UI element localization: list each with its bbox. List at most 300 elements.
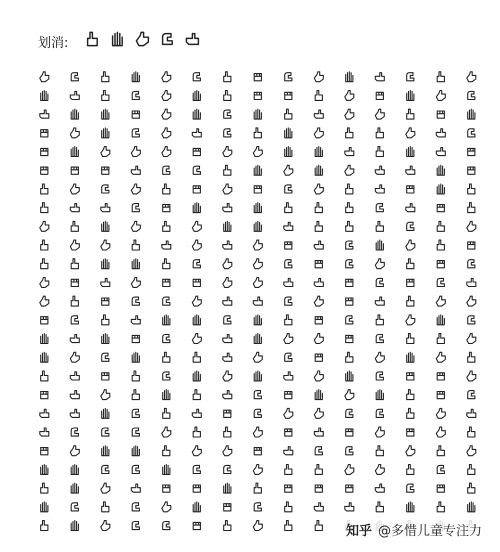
hand-open-icon [468, 502, 475, 512]
hand-point-icon [71, 221, 78, 231]
hand-curl-icon [254, 391, 261, 399]
hand-fist-icon [315, 261, 322, 268]
hand-wave-icon [406, 446, 415, 456]
hand-point-icon [224, 427, 231, 437]
hand-wave-icon [253, 259, 262, 269]
hand-point-icon [285, 521, 292, 531]
hand-fist-icon [224, 504, 231, 511]
hand-fist-icon [254, 448, 261, 455]
hand-curl-icon [285, 73, 292, 81]
hand-fist-icon [437, 111, 444, 118]
hand-curl-icon [254, 503, 261, 511]
hand-open-icon [102, 221, 109, 231]
hand-wave-icon [375, 427, 384, 437]
hand-thumb-icon [284, 278, 293, 286]
hand-thumb-icon [375, 185, 384, 193]
hand-fist-icon [193, 186, 200, 193]
hand-point-icon [407, 334, 414, 344]
hand-point-icon [346, 221, 353, 231]
hand-open-icon [437, 184, 444, 194]
hand-fist-icon [285, 392, 292, 399]
hand-wave-icon [101, 240, 110, 250]
hand-wave-icon [375, 259, 384, 269]
hand-wave-icon [223, 259, 232, 269]
hand-wave-icon [436, 296, 445, 306]
hand-open-icon [41, 465, 48, 475]
hand-wave-icon [345, 390, 354, 400]
hand-fist-icon [407, 279, 414, 286]
hand-open-icon [376, 240, 383, 250]
hand-wave-icon [70, 446, 79, 456]
hand-wave-icon [40, 278, 49, 288]
hand-wave-icon [223, 371, 232, 381]
hand-wave-icon [253, 465, 262, 475]
instruction-label: 划消: [38, 36, 69, 51]
hand-thumb-icon [284, 447, 293, 455]
hand-thumb-icon [467, 409, 476, 417]
hand-point-icon [71, 296, 78, 306]
hand-fist-icon [193, 279, 200, 286]
hand-point-icon [163, 446, 170, 456]
hand-fist-icon [315, 354, 322, 361]
hand-point-icon [315, 465, 322, 475]
hand-thumb-icon [253, 297, 262, 305]
hand-point-icon [376, 128, 383, 138]
hand-fist-icon [71, 279, 78, 286]
hand-open-icon [437, 165, 444, 175]
hand-fist-icon [224, 410, 231, 417]
hand-fist-icon [163, 205, 170, 212]
hand-fist-icon [346, 429, 353, 436]
hand-open-icon [254, 221, 261, 231]
hand-open-icon [163, 315, 170, 325]
hand-point-icon [407, 109, 414, 119]
hand-curl-icon [285, 353, 292, 361]
hand-thumb-icon [223, 297, 232, 305]
hand-wave-icon [162, 502, 171, 512]
hand-point-icon [41, 203, 48, 213]
hand-point-icon [163, 184, 170, 194]
hand-curl-icon [407, 73, 414, 81]
hand-wave-icon [436, 427, 445, 437]
hand-wave-icon [314, 72, 323, 82]
hand-curl-icon [437, 465, 444, 473]
hand-open-icon [407, 147, 414, 157]
hand-open-icon [254, 315, 261, 325]
hand-point-icon [132, 371, 139, 381]
hand-wave-icon [406, 315, 415, 325]
hand-open-icon [41, 91, 48, 101]
hand-thumb-icon [436, 148, 445, 156]
hand-open-icon [315, 165, 322, 175]
hand-point-icon [346, 352, 353, 362]
hand-thumb-icon [314, 428, 323, 436]
hand-curl-icon [193, 73, 200, 81]
hand-wave-icon [162, 91, 171, 101]
hand-wave-icon [314, 408, 323, 418]
hand-fist-icon [437, 485, 444, 492]
hand-fist-icon [163, 279, 170, 286]
hand-point-icon [285, 203, 292, 213]
hand-point-icon [376, 315, 383, 325]
hand-fist-icon [468, 148, 475, 155]
hand-thumb-icon [314, 278, 323, 286]
hand-wave-icon [131, 278, 140, 288]
hand-curl-icon [468, 316, 475, 324]
hand-curl-icon [102, 353, 109, 361]
hand-wave-icon [345, 91, 354, 101]
hand-curl-icon [285, 260, 292, 268]
hand-wave-icon [131, 184, 140, 194]
hand-fist-icon [407, 373, 414, 380]
hand-wave-icon [223, 278, 232, 288]
hand-point-icon [376, 446, 383, 456]
hand-fist-icon [285, 92, 292, 99]
brand-label: 知乎 [345, 524, 372, 539]
hand-open-icon [193, 502, 200, 512]
hand-thumb-icon [101, 278, 110, 286]
hand-wave-icon [284, 165, 293, 175]
hand-open-icon [437, 315, 444, 325]
hand-thumb-icon [223, 241, 232, 249]
hand-thumb-icon [406, 204, 415, 212]
hand-wave-icon [284, 408, 293, 418]
hand-curl-icon [132, 522, 139, 530]
hand-curl-icon [407, 222, 414, 230]
hand-fist-icon [41, 148, 48, 155]
hand-fist-icon [346, 298, 353, 305]
hand-point-icon [41, 184, 48, 194]
hand-wave-icon [436, 408, 445, 418]
hand-open-icon [254, 109, 261, 119]
hand-wave-icon [253, 352, 262, 362]
hand-fist-icon [285, 429, 292, 436]
hand-point-icon [468, 203, 475, 213]
hand-wave-icon [436, 91, 445, 101]
hand-point-icon [224, 165, 231, 175]
hand-open-icon [468, 109, 475, 119]
hand-wave-icon [467, 72, 476, 82]
hand-point-icon [407, 408, 414, 418]
hand-wave-icon [253, 240, 262, 250]
hand-open-icon [346, 72, 353, 82]
hand-wave-icon [406, 128, 415, 138]
hand-open-icon [193, 315, 200, 325]
hand-point-icon [285, 315, 292, 325]
hand-point-icon [254, 128, 261, 138]
hand-point-icon [437, 240, 444, 250]
hand-curl-icon [346, 447, 353, 455]
hand-wave-icon [467, 334, 476, 344]
hand-wave-icon [192, 334, 201, 344]
hand-wave-icon [131, 147, 140, 157]
hand-fist-icon [102, 298, 109, 305]
hand-point-icon [163, 352, 170, 362]
hand-open-icon [163, 465, 170, 475]
hand-fist-icon [193, 148, 200, 155]
hand-wave-icon [70, 184, 79, 194]
hand-point-icon [315, 203, 322, 213]
hand-open-icon [102, 334, 109, 344]
hand-wave-icon [314, 334, 323, 344]
hand-point-icon [102, 502, 109, 512]
hand-point-icon [41, 521, 48, 531]
hand-curl-icon [71, 428, 78, 436]
hand-thumb-icon [101, 204, 110, 212]
hand-point-icon [71, 259, 78, 269]
hand-wave-icon [223, 446, 232, 456]
hand-fist-icon [437, 205, 444, 212]
hand-point-icon [407, 296, 414, 306]
hand-curl-icon [132, 428, 139, 436]
hand-wave-icon [162, 109, 171, 119]
hand-fist-icon [346, 279, 353, 286]
hand-point-icon [102, 315, 109, 325]
hand-curl-icon [376, 335, 383, 343]
hand-open-icon [193, 109, 200, 119]
hand-fist-icon [41, 317, 48, 324]
hand-open-icon [71, 483, 78, 493]
hand-wave-icon [162, 427, 171, 437]
hand-curl-icon [132, 91, 139, 99]
hand-fist-icon [407, 429, 414, 436]
hand-curl-icon [376, 372, 383, 380]
hand-open-icon [254, 165, 261, 175]
hand-open-icon [285, 147, 292, 157]
hand-wave-icon [40, 221, 49, 231]
hand-point-icon [285, 109, 292, 119]
hand-wave-icon [70, 352, 79, 362]
hand-curl-icon [468, 91, 475, 99]
hand-curl-icon [132, 129, 139, 137]
hand-fist-icon [437, 261, 444, 268]
hand-thumb-icon [70, 204, 79, 212]
hand-open-icon [102, 259, 109, 269]
hand-thumb-icon [375, 73, 384, 81]
hand-thumb-icon [284, 222, 293, 230]
hand-point-icon [193, 427, 200, 437]
hand-curl-icon [224, 316, 231, 324]
hand-fist-icon [132, 111, 139, 118]
hand-open-icon [193, 371, 200, 381]
hand-curl-icon [285, 185, 292, 193]
hand-curl-icon [468, 391, 475, 399]
hand-curl-icon [224, 465, 231, 473]
hand-point-icon [224, 521, 231, 531]
hand-point-icon [407, 259, 414, 269]
hand-open-icon [315, 390, 322, 400]
hand-point-icon [41, 259, 48, 269]
hand-point-icon [468, 184, 475, 194]
hand-wave-icon [314, 128, 323, 138]
hand-wave-icon [192, 296, 201, 306]
hand-point-icon [437, 446, 444, 456]
hand-fist-icon [71, 167, 78, 174]
hand-wave-icon [375, 109, 384, 119]
hand-curl-icon [132, 465, 139, 473]
hand-fist-icon [315, 485, 322, 492]
hand-open-icon [71, 109, 78, 119]
hand-point-icon [315, 521, 322, 531]
hand-wave-icon [467, 446, 476, 456]
hand-fist-icon [437, 392, 444, 399]
hand-thumb-icon [70, 372, 79, 380]
hand-fist-icon [437, 373, 444, 380]
author-label: @多惜儿童专注力 [377, 524, 482, 539]
hand-wave-icon [467, 371, 476, 381]
hand-curl-icon [132, 204, 139, 212]
hand-open-icon [71, 521, 78, 531]
hand-point-icon [437, 334, 444, 344]
hand-curl-icon [102, 428, 109, 436]
hand-point-icon [254, 483, 261, 493]
hand-wave-icon [253, 521, 262, 531]
hand-fist-icon [468, 167, 475, 174]
hand-thumb-icon [375, 166, 384, 174]
hand-point-icon [468, 427, 475, 437]
hand-curl-icon [254, 409, 261, 417]
hand-thumb-icon [70, 409, 79, 417]
hand-thumb-icon [192, 129, 201, 137]
hand-wave-icon [345, 165, 354, 175]
hand-curl-icon [193, 260, 200, 268]
hand-thumb-icon [345, 148, 354, 156]
hand-curl-icon [132, 409, 139, 417]
hand-wave-icon [223, 184, 232, 194]
hand-open-icon [41, 334, 48, 344]
hand-thumb-icon [223, 353, 232, 361]
hand-curl-icon [163, 297, 170, 305]
hand-point-icon [376, 221, 383, 231]
hand-point-icon [163, 259, 170, 269]
hand-point-icon [163, 408, 170, 418]
hand-open-icon [102, 408, 109, 418]
hand-curl-icon [346, 316, 353, 324]
hand-open-icon [285, 128, 292, 138]
hand-wave-icon [40, 72, 49, 82]
hand-open-icon [193, 91, 200, 101]
hand-point-icon [346, 203, 353, 213]
hand-curl-icon [102, 465, 109, 473]
hand-point-icon [193, 390, 200, 400]
hand-open-icon [41, 502, 48, 512]
hand-thumb-icon [131, 484, 140, 492]
hand-curl-icon [346, 241, 353, 249]
hand-wave-icon [284, 334, 293, 344]
hand-fist-icon [102, 167, 109, 174]
hand-point-icon [193, 352, 200, 362]
hand-open-icon [71, 465, 78, 475]
hand-open-icon [407, 352, 414, 362]
hand-point-icon [468, 483, 475, 493]
hand-wave-icon [253, 147, 262, 157]
hand-fist-icon [102, 373, 109, 380]
hand-thumb-icon [131, 166, 140, 174]
hand-point-icon [132, 390, 139, 400]
hand-thumb-icon [314, 503, 323, 511]
hand-point-icon [468, 352, 475, 362]
hand-open-icon [132, 72, 139, 82]
hand-fist-icon [254, 74, 261, 81]
hand-point-icon [376, 502, 383, 512]
hand-open-icon [224, 221, 231, 231]
hand-point-icon [407, 465, 414, 475]
hand-open-icon [102, 109, 109, 119]
hand-wave-icon [131, 221, 140, 231]
hand-wave-icon [70, 240, 79, 250]
hand-point-icon [285, 502, 292, 512]
hand-wave-icon [467, 296, 476, 306]
hand-open-icon [193, 203, 200, 213]
hand-wave-icon [70, 128, 79, 138]
hand-wave-icon [101, 390, 110, 400]
hand-wave-icon [467, 221, 476, 231]
hand-fist-icon [346, 485, 353, 492]
hand-thumb-icon [314, 110, 323, 118]
hand-point-icon [437, 502, 444, 512]
hand-thumb-icon [223, 391, 232, 399]
hand-wave-icon [375, 465, 384, 475]
hand-fist-icon [193, 485, 200, 492]
hand-wave-icon [101, 147, 110, 157]
hand-curl-icon [193, 465, 200, 473]
hand-wave-icon [101, 521, 110, 531]
hand-fist-icon [254, 92, 261, 99]
hand-point-icon [315, 91, 322, 101]
hand-thumb-icon [375, 297, 384, 305]
hand-open-icon [102, 446, 109, 456]
hand-curl-icon [163, 522, 170, 530]
hand-point-icon [41, 483, 48, 493]
hand-thumb-icon [314, 241, 323, 249]
hand-thumb-icon [40, 428, 49, 436]
hand-point-icon [468, 465, 475, 475]
hand-open-icon [163, 390, 170, 400]
hand-point-icon [376, 147, 383, 157]
hand-curl-icon [376, 278, 383, 286]
hand-open-icon [254, 203, 261, 213]
hand-point-icon [102, 91, 109, 101]
hand-open-icon [407, 91, 414, 101]
hand-fist-icon [407, 186, 414, 193]
hand-point-icon [41, 240, 48, 250]
hand-open-icon [254, 371, 261, 381]
hand-wave-icon [345, 109, 354, 119]
hand-curl-icon [71, 316, 78, 324]
watermark [342, 518, 486, 541]
hand-curl-icon [468, 129, 475, 137]
hand-thumb-icon [192, 409, 201, 417]
hand-thumb-icon [70, 91, 79, 99]
hand-wave-icon [314, 184, 323, 194]
hand-curl-icon [163, 166, 170, 174]
hand-wave-icon [375, 352, 384, 362]
hand-wave-icon [345, 465, 354, 475]
hand-open-icon [132, 352, 139, 362]
hand-fist-icon [193, 522, 200, 529]
hand-curl-icon [376, 204, 383, 212]
hand-point-icon [224, 72, 231, 82]
hand-wave-icon [192, 446, 201, 456]
hand-fist-icon [376, 92, 383, 99]
hand-thumb-icon [436, 129, 445, 137]
hand-point-icon [437, 72, 444, 82]
hand-point-icon [163, 221, 170, 231]
hand-thumb-icon [345, 503, 354, 511]
hand-fist-icon [468, 242, 475, 249]
hand-thumb-icon [223, 204, 232, 212]
hand-open-icon [315, 147, 322, 157]
